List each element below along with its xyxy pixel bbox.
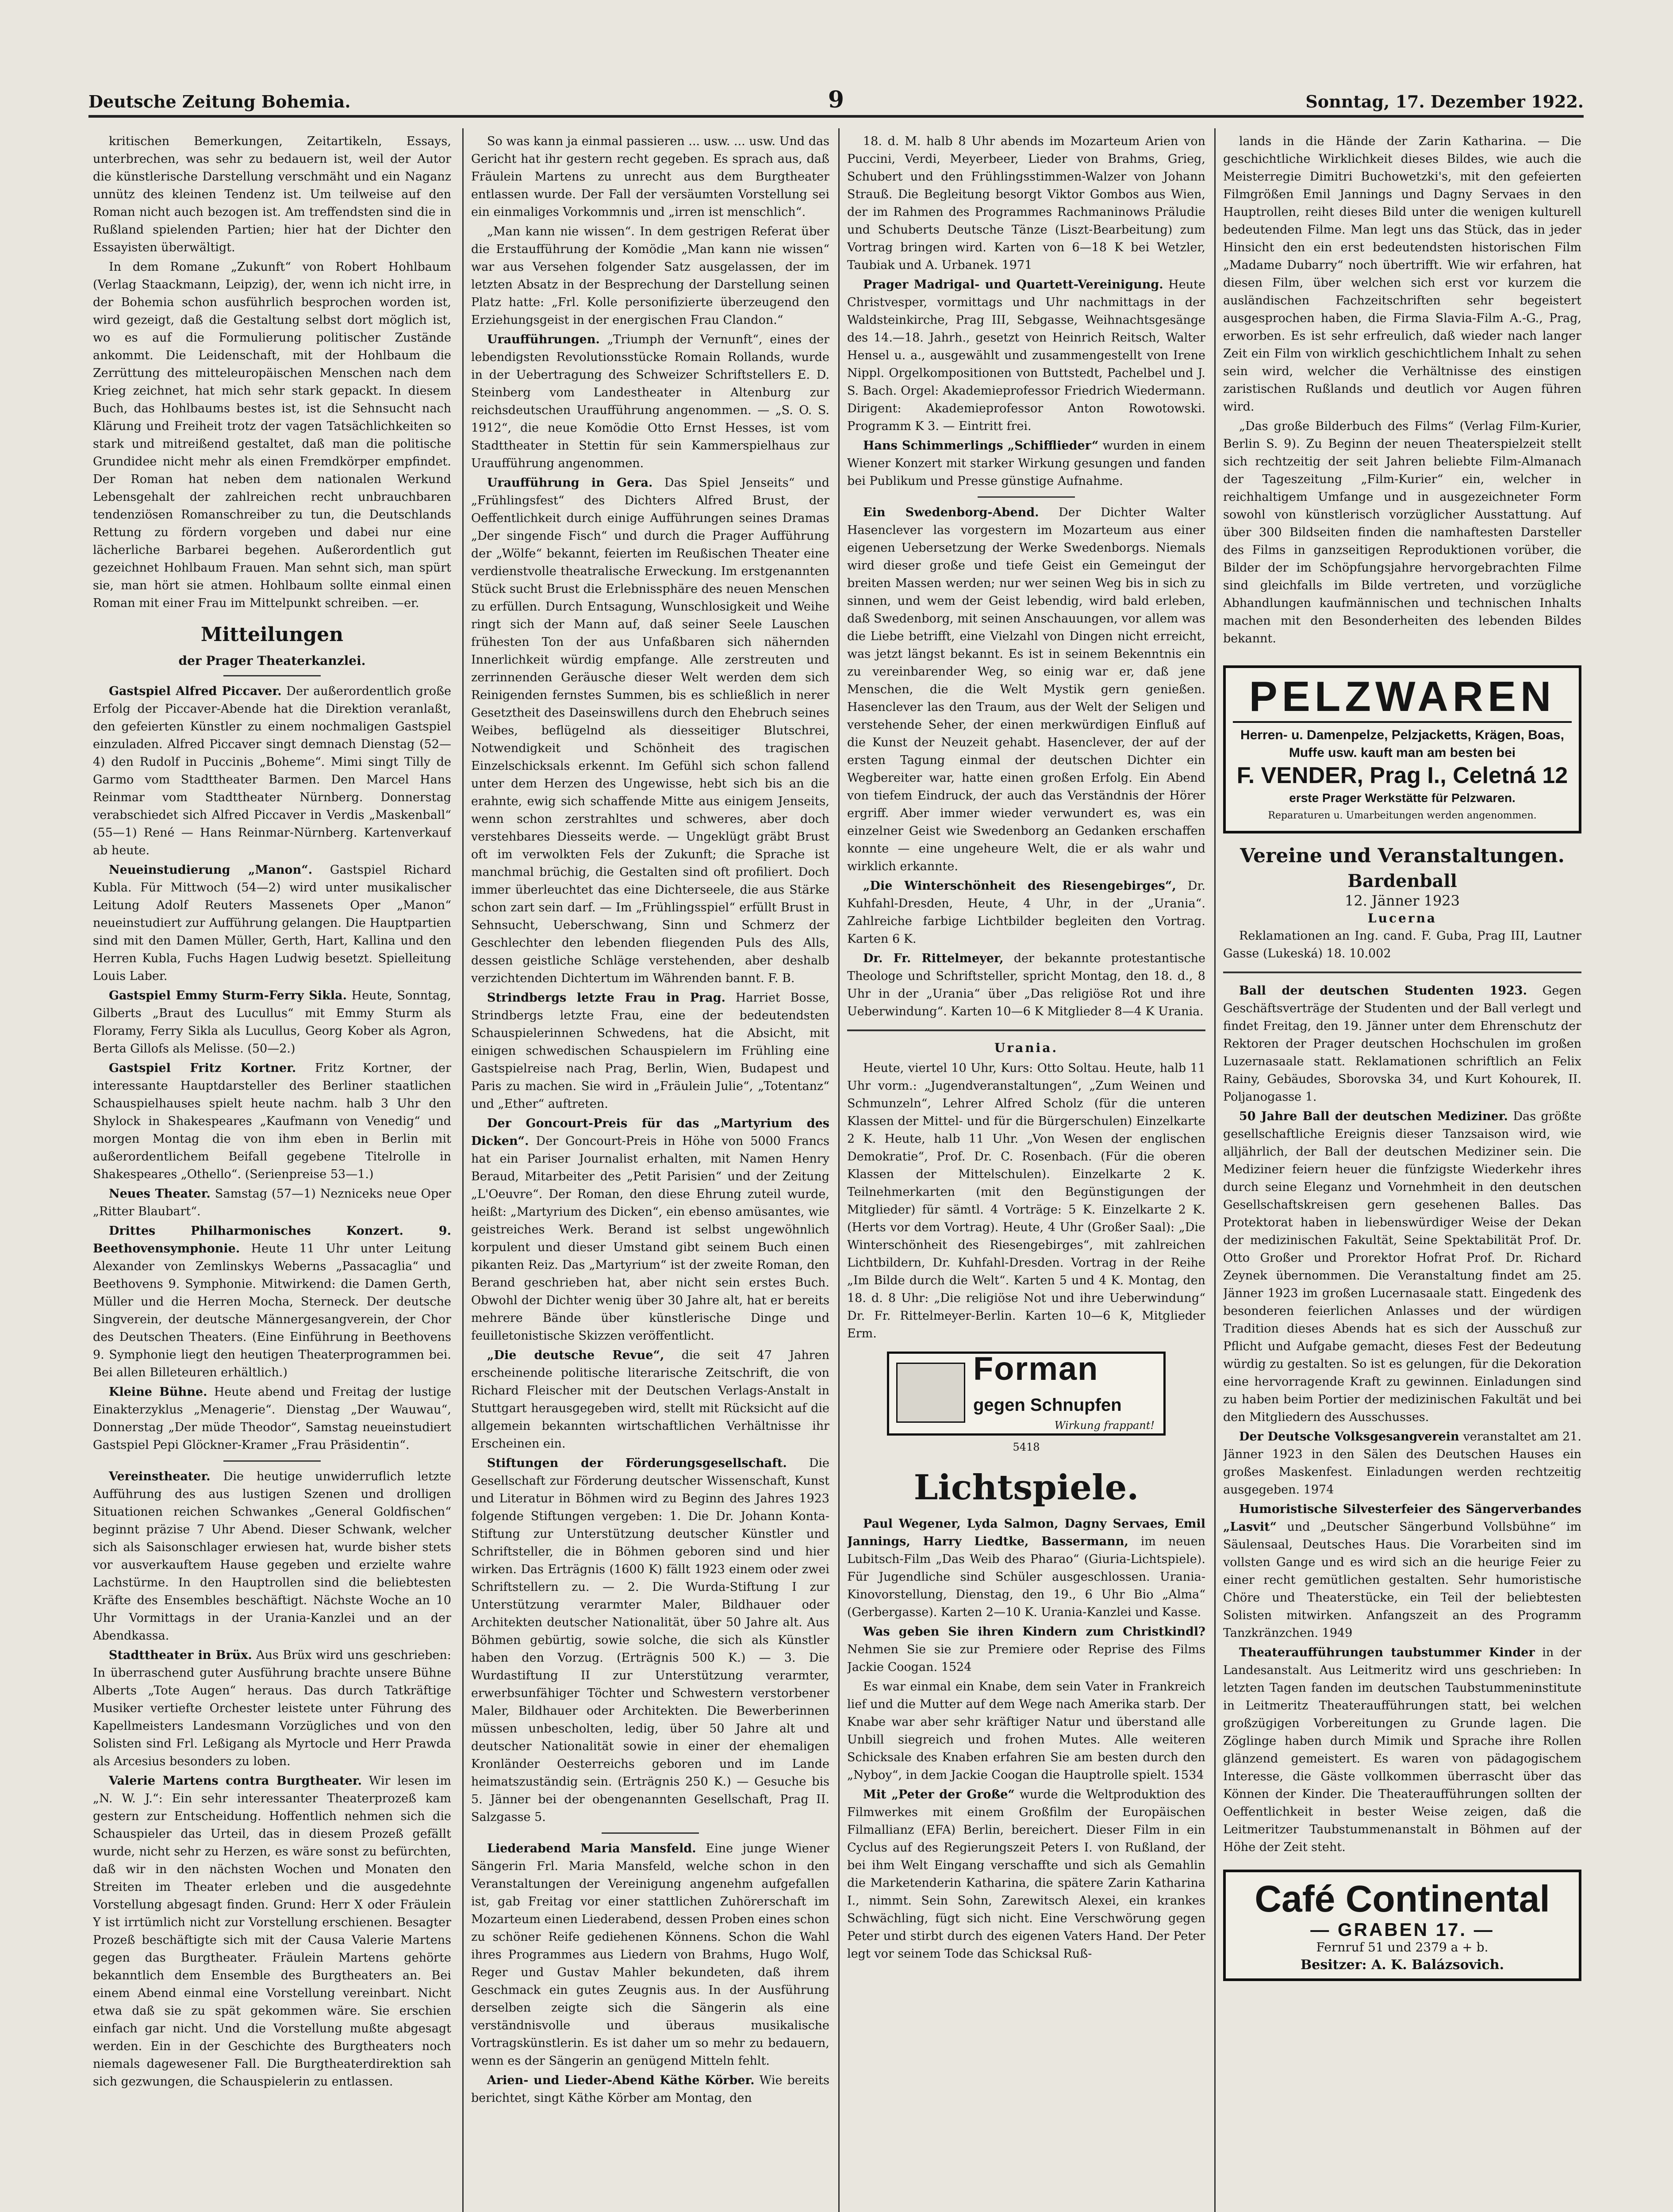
forman-slogan: Wirkung frappant! bbox=[1054, 1419, 1155, 1432]
section-subtitle: der Prager Theaterkanzlei. bbox=[178, 653, 366, 668]
separator-line bbox=[602, 1832, 699, 1834]
news-item-lead: Kleine Bühne. bbox=[109, 1385, 207, 1399]
article-paragraph: Reklamationen an Ing. cand. F. Guba, Prag III, Lautner Gasse (Lukeská) 18. 10.002 bbox=[1223, 929, 1581, 960]
forman-product-box-icon bbox=[896, 1363, 965, 1423]
separator-line bbox=[1223, 972, 1581, 973]
news-item-text: im neuen Lubitsch-Film „Das Weib des Pharao“ (Giuria-Lichtspiele). Für Jugendliche sind Schüler ausgeschlossen. Urania-Kinovorstellung, Dienstag, den 19., 6 Uhr Bio „Alma“ (Gerbergasse). Karten 2—10 K. Urania-Kanzlei und Kasse. bbox=[847, 1535, 1205, 1619]
news-item-lead: Mit „Peter der Große“ bbox=[863, 1788, 1015, 1801]
pelzwaren-advertisement bbox=[1223, 665, 1581, 833]
news-item-lead: Der Deutsche Volksgesangverein bbox=[1239, 1430, 1459, 1444]
column-3 bbox=[847, 133, 1205, 2212]
news-item bbox=[93, 1185, 451, 1221]
news-item-lead: Drittes Philharmonisches Konzert. 9. Beethovensymphonie. bbox=[93, 1224, 451, 1256]
news-item-lead: Strindbergs letzte Frau in Prag. bbox=[487, 991, 726, 1005]
news-item-text: Der Goncourt-Preis in Höhe von 5000 Francs hat ein Pariser Journalist erhalten, mit Namen Henry Beraud, Mitarbeiter des „Petit Parisien“ und der Zeitung „L'Oeuvre“. Der Roman, den diese Ehrung zuteil wurde, heißt: „Martyrium des Dicken“, ein ebenso amüsantes, wie geistreiches Werk. Berand ist selbst ungewöhnlich korpulent und dieser Umstand gibt seinem Buch einen pikanten Reiz. Das „Martyrium“ ist der zweite Roman, den Berand geschrieben hat, aber nicht sein erstes Buch. Obwohl der Dichter wenig über 30 Jahre alt, hat er bereits mehrere Bände über künstlerische Dinge und feuilletonistische Skizzen veröffentlicht. bbox=[471, 1134, 829, 1343]
news-item bbox=[847, 504, 1205, 876]
news-item bbox=[93, 1222, 451, 1382]
pelzwaren-subtitle: erste Prager Werkstätte für Pelzwaren. bbox=[1289, 791, 1516, 805]
urania-title: Urania. bbox=[994, 1041, 1059, 1055]
news-item-lead: Gastspiel Fritz Kortner. bbox=[109, 1061, 296, 1075]
separator-line bbox=[223, 675, 321, 676]
news-item-text: wurde die Weltproduktion des Filmwerkes mit einem Großfilm der Europäischen Filmallianz (EFA) Berlin, bereichert. Dieser Film in ein Cyclus auf des Regierungszeit Peters I. von Rußland, der bei ihm Welt Eingang verschaffte und sich als Gemahlin die Marketenderin Katharina, die spätere Zarin Katharina I., nimmt. Sein Sohn, Zarewitsch Alexei, ein krankes Schwächling, fügt sich nicht. Eine Verschwörung gegen Peter und stirbt durch des eigenen Vaters Hand. Der Peter legt vor seinem Tode das Schicksal Ruß- bbox=[847, 1788, 1205, 1961]
forman-advertisement bbox=[887, 1352, 1166, 1436]
news-item-lead: Arien- und Lieder-Abend Käthe Körber. bbox=[487, 2074, 755, 2087]
cafe-phone: Fernruf 51 und 2379 a + b. bbox=[1316, 1940, 1489, 1955]
news-item-lead: Stadttheater in Brüx. bbox=[109, 1648, 252, 1662]
cafe-owner: Besitzer: A. K. Balázsovich. bbox=[1300, 1957, 1504, 1973]
news-item-lead: Hans Schimmerlings „Schifflieder“ bbox=[863, 439, 1099, 453]
news-item-lead: Uraufführungen. bbox=[487, 333, 600, 346]
news-item bbox=[471, 1115, 829, 1345]
news-item bbox=[847, 1678, 1205, 1784]
column-2 bbox=[471, 133, 829, 2212]
news-item-lead: Uraufführung in Gera. bbox=[487, 476, 653, 490]
masthead-page-number: 9 bbox=[828, 86, 844, 113]
news-item-lead: Theateraufführungen taubstummer Kinder bbox=[1239, 1646, 1535, 1659]
news-item bbox=[471, 331, 829, 472]
pelzwaren-note: Reparaturen u. Umarbeitungen werden angenommen. bbox=[1268, 810, 1537, 821]
ad-number: 5418 bbox=[1013, 1441, 1040, 1453]
news-item-lead: Gastspiel Alfred Piccaver. bbox=[109, 684, 282, 698]
news-item bbox=[847, 950, 1205, 1021]
cafe-continental-advertisement bbox=[1223, 1870, 1581, 1981]
news-item bbox=[1223, 1501, 1581, 1642]
column-rule bbox=[1214, 128, 1216, 2212]
news-item-text: Aus Brüx wird uns geschrieben: In überraschend guter Ausführung brachte unsere Bühne Alberts „Tote Augen“ heraus. Das durch Tatkräftige Musiker vertiefte Orchester leistete unter Führung des Kapellmeisters Landesmann Vorzügliches und von den Solisten sind Frl. Leßigang als Myrtocle und Herr Prawda als Arcesius besonders zu loben. bbox=[93, 1648, 451, 1768]
news-item bbox=[471, 1455, 829, 1826]
forman-brand: Forman bbox=[973, 1350, 1099, 1387]
ball-date: 12. Jänner 1923 bbox=[1344, 892, 1460, 909]
news-item-text: Gastspiel Richard Kubla. Für Mittwoch (54—2) wird unter musikalischer Leitung Adolf Reuters Massenets Oper „Manon“ neueinstudiert zur Aufführung gelangen. Die Hauptpartien sind mit den Damen Müller, Gerth, Hart, Kallina und den Herren Kubla, Fuchs Hagen Ludwig besetzt. Spielleitung Louis Laber. bbox=[93, 863, 451, 983]
news-item-lead: Humoristische Silvesterfeier des Sängerverbandes „Lasvit“ bbox=[1223, 1502, 1581, 1534]
news-item-lead: Valerie Martens contra Burgtheater. bbox=[109, 1774, 362, 1788]
article-paragraph: In dem Romane „Zukunft“ von Robert Hohlbaum (Verlag Staackmann, Leipzig), der, wenn ich nicht irre, in der Bohemia schon ausführlich besprochen worden ist, wird gezeigt, daß die Gestaltung selbst dort möglich ist, wo es auf die Formulierung politischer Zustände ankommt. Die Leidenschaft, mit der Hohlbaum die Zerrüttung des mitteleuropäischen Menschen nach dem Krieg zeichnet, hat mich sehr stark gepackt. In diesem Buch, das Hohlbaums bestes ist, ist die Sehnsucht nach Klärung und Freiheit trotz der vagen Tatsächlichkeiten so stark und mitreißend gestaltet, daß man die politische Grundidee nicht mehr als einen Fremdkörper empfindet. Der Roman hat neben dem nationalen Werkund Lebensgehalt der zahlreichen recht unbrauchbaren tendenziösen Romanschreiber zu tun, die Deutschlands Rettung zu fördern vorgeben und dabei nur eine lächerliche Barbarei begehen. Außerordentlich gut gezeichnet Hohlbaum Frauen. Man sehnt sich, man spürt sie, man hört sie atmen. Hohlbaum sollte einmal einen Roman mit einer Frau im Mittelpunkt schreiben. —er. bbox=[93, 260, 451, 610]
news-item-text: Fritz Kortner, der interessante Hauptdarsteller des Berliner staatlichen Schauspielhauses spielt heute nachm. halb 3 Uhr den Shylock in Shakespeares „Kaufmann von Venedig“ und morgen Montag die von ihm eben in Berlin mit außerordentlichem Beifall gegebene Titelrolle in Shakespeares „Othello“. (Serienpreise 53—1.) bbox=[93, 1061, 451, 1181]
news-item-text: Das größte gesellschaftliche Ereignis dieser Tanzsaison wird, wie alljährlich, der Ball der deutschen Mediziner sein. Die Mediziner feiern heuer die fünfzigste Wiederkehr ihres durch seine Eleganz und Vornehmheit in den deutschen Gesellschaftskreisen gern gesehenen Balles. Das Protektorat haben in liebenswürdiger Weise der Dekan der medizinischen Fakultät, Seine Spektabilität Prof. Dr. Otto Großer und Prorektor Hofrat Prof. Dr. Richard Zeynek übernommen. Die Veranstaltung findet am 25. Jänner 1923 im großen Lucernasaale statt. Eingedenk des besonderen feierlichen Anlasses und der würdigen Tradition dieses Abends hat es sich der Ausschuß zur Pflicht und Aufgabe gemacht, dieses Fest der Bedeutung würdig zu gestalten. So ist es gelungen, für die Dekoration eine hervorragende Kraft zu gewinnen. Einladungen sind zu haben beim Portier der medizinischen Fakultät und bei den Mitgliedern des Ausschusses. bbox=[1223, 1110, 1581, 1424]
news-item-lead: Stiftungen der Förderungsgesellschaft. bbox=[487, 1456, 787, 1470]
news-item-lead: Dr. Fr. Rittelmeyer, bbox=[863, 952, 1004, 965]
news-item-text: veranstaltet am 21. Jänner 1923 in den Sälen des Deutschen Hauses ein großes Maskenfest. Einladungen werden rechtzeitig ausgegeben. 1974 bbox=[1223, 1430, 1581, 1497]
column-4 bbox=[1223, 133, 1581, 2212]
ball-place: Lucerna bbox=[1367, 911, 1437, 926]
news-item-text: der bekannte protestantische Theologe und Schriftsteller, spricht Montag, den 18. d., 8 Uhr in der „Urania“ über „Das religiöse Rot und ihre Ueberwindung“. Karten 10—6 K Mitglieder 8—4 K Urania. bbox=[847, 952, 1205, 1018]
news-item bbox=[847, 1623, 1205, 1676]
forman-tagline: gegen Schnupfen bbox=[973, 1395, 1122, 1415]
news-item bbox=[93, 1060, 451, 1183]
news-item bbox=[471, 1347, 829, 1453]
article-paragraph: Heute, viertel 10 Uhr, Kurs: Otto Soltau. Heute, halb 11 Uhr vorm.: „Jugendveranstaltungen“, „Zum Weinen und Schmunzeln“, Lehrer Alfred Scholz (für die unteren Klassen der Mittel- und für die Bürgerschulen) Einzelkarte 2 K. Heute, halb 11 Uhr. „Von Wesen der englischen Demokratie“, Prof. Dr. C. Rosenbach. (Für die oberen Klassen der Mittelschulen). Einzelkarte 2 K. Teilnehmerkarten (mit den Begünstigungen der Mitglieder) für sämtl. 4 Vorträge: 5 K. Einzelkarte 2 K. (Herts vor dem Vortrag). Heute, 4 Uhr (Großer Saal): „Die Winterschönheit des Riesengebirges“, mit zahlreichen Lichtbildern, Dr. Kuhfahl-Dresden. Vortrag in der Reihe „Im Bilde durch die Welt“. Karten 5 und 4 K. Montag, den 18. d. 8 Uhr: „Die religiöse Not und ihre Ueberwindung“ Dr. Fr. Rittelmeyer-Berlin. Karten 10—6 K, Mitglieder Erm. bbox=[847, 1061, 1205, 1340]
masthead bbox=[88, 88, 1584, 118]
news-item-text: Der Dichter Walter Hasenclever las vorgestern im Mozarteum aus einer eigenen Uebersetzung der Werke Swedenborgs. Niemals wird dieser große und tiefe Geist ein Gemeingut der breiten Massen werden; nur wer seinen Weg bis in sich zu sinnen, und wem der Geist lebendig, wird bald erleben, daß Swedenborg, mit seinen Anschauungen, vor allem was die Liebe betrifft, eine Vielzahl von Dingen nicht erreicht, was jetzt längst bekannt. Es ist in seinem Bekenntnis ein zu vereinbarender Weg, so einig war er, daß jene Menschen, die die Welt Mystik gern genießen. Hasenclever las den Traum, aus der Welt der Seligen und verstehende Seher, der einen merkwürdigen Einfluß auf die Kunst der Neuzeit gehabt. Hasenclever, der auf der ersten Tagung einmal der deutschen Dichter ein Wegbereiter war, hatte einen großen Erfolg. Ein Abend von tiefem Eindruck, der auch das Verständnis der Hörer ergriff. Aber immer wieder verwundert es, was ein einzelner Geist wie Swedenborg an Gedanken erschaffen konnte — eine ungeheure Welt, die er als wahr und wirklich erkannte. bbox=[847, 506, 1205, 873]
news-item-lead: Der Goncourt-Preis für das „Martyrium des Dicken“. bbox=[471, 1117, 829, 1148]
section-title: Mitteilungen bbox=[200, 623, 344, 646]
news-item bbox=[847, 877, 1205, 948]
separator-line bbox=[223, 1460, 321, 1462]
news-item bbox=[93, 1468, 451, 1645]
news-item-lead: Neueinstudierung „Manon“. bbox=[109, 863, 313, 877]
news-item-lead: Ball der deutschen Studenten 1923. bbox=[1239, 984, 1527, 998]
news-item-text: Heute, Sonntag, Gilberts „Braut des Lucullus“ mit Emmy Sturm als Floramy, Ferry Sikla als Lucullus, Georg Kober als Agron, Berta Gillofs als Melisse. (50—2.) bbox=[93, 989, 451, 1056]
news-item-lead: 50 Jahre Ball der deutschen Mediziner. bbox=[1239, 1110, 1508, 1123]
news-item bbox=[93, 683, 451, 860]
news-item-lead: Was geben Sie ihren Kindern zum Christkindl? bbox=[863, 1625, 1205, 1639]
news-item-text: Heute Christvesper, vormittags und Uhr nachmittags in der Waldsteinkirche, Prag III, Sebgasse, Weihnachtsgesänge des 14.—18. Jahrh., gesetzt von Heinrich Reitsch, Walter Hensel u. a., ausgewählt und zusammengestellt von Irene Nippl. Orgelkompositionen von Buttstedt, Pachelbel und J. S. Bach. Orgel: Akademieprofessor Friedrich Wiedermann. Dirigent: Akademieprofessor Anton Rowotowski. Programm K 3. — Eintritt frei. bbox=[847, 278, 1205, 433]
news-item bbox=[93, 1383, 451, 1454]
news-item-text: Harriet Bosse, Strindbergs letzte Frau, eine der bedeutendsten Schauspielerinnen Schwedens, hat die Absicht, mit einigen schwedischen Schauspielern im Frühling eine Gastspielreise nach Prag, Berlin, Wien, Budapest und Paris zu machen. Sie wird in „Fräulein Julie“, „Totentanz“ und „Ether“ auftreten. bbox=[471, 991, 829, 1111]
news-item bbox=[471, 2072, 829, 2107]
news-item bbox=[1223, 982, 1581, 1106]
news-item-text: Es war einmal ein Knabe, dem sein Vater in Frankreich lief und die Mutter auf dem Wege nach Amerika starb. Der Knabe war aber sehr kräftiger Natur und überstand alle Unbill siegreich und frohen Mutes. Alle weiteren Schicksale des Knaben erfahren Sie am besten durch den „Nyboy“, in dem Jackie Coogan die Hauptrolle spielt. 1534 bbox=[847, 1680, 1205, 1782]
news-item-lead: Prager Madrigal- und Quartett-Vereinigung. bbox=[863, 278, 1163, 292]
news-item bbox=[1223, 1644, 1581, 1856]
news-item-text: in der Landesanstalt. Aus Leitmeritz wird uns geschrieben: In letzten Tagen fanden im deutschen Taubstummeninstitute in Leitmeritz Theateraufführungen statt, bei welchen großzügigen Vorbereitungen zu Grunde lagen. Die Zöglinge haben durch Mimik und Sprache ihre Rollen glänzend gemeistert. Es waren von pädagogischem Interesse, die Gäste vollkommen überrascht über das Können der Kinder. Die Theateraufführungen sollten der Oeffentlichkeit in bester Weise zeigen, daß die Leitmeritzer Taubstummenanstalt in Böhmen auf der Höhe der Zeit steht. bbox=[1223, 1646, 1581, 1854]
news-item-text: Der außerordentlich große Erfolg der Piccaver-Abende hat die Direktion veranlaßt, den gefeierten Künstler zu einem nochmaligen Gastspiel einzuladen. Alfred Piccaver singt demnach Dienstag (52—4) den Rudolf in Puccinis „Boheme“. Mimi singt Tilly de Garmo vom Stadttheater Barmen. Den Marcel Hans Reinmar vom Stadttheater Nürnberg. Donnerstag verabschiedet sich Alfred Piccaver in Verdis „Maskenball“ (55—1) René — Hans Reinmar-Nürnberg. Kartenverkauf ab heute. bbox=[93, 684, 451, 857]
cafe-title: Café Continental bbox=[1255, 1878, 1550, 1920]
article-paragraph: „Man kann nie wissen“. In dem gestrigen Referat über die Erstaufführung der Komödie „Man kann nie wissen“ war aus Versehen folgender Satz ausgelassen, der im letzten Absatz in der Besprechung der Darstellung seinen Platz hatte: „Frl. Kolle personifizierte überzeugend den Erziehungsgeist in der energischen Frau Clandon.“ bbox=[471, 225, 829, 327]
news-item-text: Die heutige unwiderruflich letzte Aufführung des aus lustigen Szenen und drolligen Situationen reichen Schwankes „General Goldfischen“ beginnt präzise 7 Uhr Abend. Dieser Schwank, welcher sich als Saisonschlager erwiesen hat, wurde bisher stets vor ausverkauftem Hause gegeben und erzielte wahre Lachstürme. In den Hauptrollen sind die beliebtesten Kräfte des Ensembles beschäftigt. Nächste Woche an 10 Uhr Vormittags in der Urania-Kanzlei und an der Abendkassa. bbox=[93, 1470, 451, 1643]
news-item bbox=[471, 989, 829, 1113]
news-item-text: Das Spiel Jenseits“ und „Frühlingsfest“ des Dichters Alfred Brust, der Oeffentlichkeit durch einige Aufführungen seines Dramas „Der singende Fisch“ und durch die Prager Aufführung der „Wölfe“ bekannt, feierten im Reußischen Theater eine verdienstvolle theatralische Erweckung. Im erstgenannten Stück sucht Brust die Erlebnissphäre des neuen Menschen zu erfüllen. Durch Entsagung, Wunschlosigkeit und Weihe ringt sich der Mann auf, daß seiner Seele Lauschen frühesten Ton der aus Unfaßbaren sich nähernden Innerlichkeit würdig empfange. Alle zerstreuten und zerrinnenden Geräusche dieser Welt werden dem sich Reinigenden fernstes Summen, bis es schließlich in nerer Gesetztheit des Daseinswillens durch den Ehebruch seines Weibes, beflügelnd als diesseitiger Blutschrei, Notwendigkeit und Schönheit des tragischen Einzelschicksals erkennt. Im Gefühl sich schon fallend unter dem Herzen des Ungewisse, hebt sich bis an die erahnte, ewig sich schaffende Mitte aus einigem Jenseits, wenn schon zerstrahltes und schweres, aber doch verstehbares Diesseits werde. — Ungeklügt gräbt Brust oft im verwolkten Fels der Zukunft; die Sprache ist manchmal brüchig, die Gestalten sind oft profiliert. Doch immer überleuchtet das eine Dichterseele, die aus Stärke schon zart sein darf. — Im „Frühlingsspiel“ erfüllt Brust in Sehnsucht, Ueberschwang, Sinn und Schmerz der Geschlechter den lebenden fliegenden Puls des Alls, dessen geistliche Schläge verstehenden, aber deshalb verzichtenden Dichtertum im Währenden bannt. F. B. bbox=[471, 476, 829, 985]
pelzwaren-items: Herren- u. Damenpelze, Pelzjacketts, Krägen, Boas, Muffe usw. kauft man am besten bei bbox=[1240, 728, 1564, 760]
news-item-text: Gegen Geschäftsverträge der Studenten und der Ball verlegt und findet Freitag, den 19. Jänner unter dem Ehrenschutz der Rektoren der Prager deutschen Hochschulen im großen Luzernasaale statt. Reklamationen schriftlich an Felix Rainy, Gebäudes, Sborovska 34, und Kurt Kohourek, II. Poljanogasse 1. bbox=[1223, 984, 1581, 1104]
cafe-address: — GRABEN 17. — bbox=[1310, 1919, 1494, 1940]
article-paragraph: kritischen Bemerkungen, Zeitartikeln, Essays, unterbrechen, was sehr zu bedauern ist, weil der Autor die künstlerische Darstellung verschmäht und ein Naganz unnütz des kleinen Tendenz ist. Um teilweise auf den Roman nicht auch bezogen ist. Am treffendsten sind die in Rußland spielenden Partien; hier hat der Dichter den Essayisten überwältigt. bbox=[93, 134, 451, 254]
pelzwaren-title: PELZWAREN bbox=[1233, 672, 1572, 723]
news-item-text: Wie bereits berichtet, singt Käthe Körber am Montag, den bbox=[471, 2074, 829, 2105]
ball-title: Bardenball bbox=[1347, 871, 1457, 891]
news-item-text: Dr. Kuhfahl-Dresden, Heute, 4 Uhr, in der „Urania“. Zahlreiche farbige Lichtbilder begleiten den Vortrag. Karten 6 K. bbox=[847, 879, 1205, 946]
events-section-title: Vereine und Veranstaltungen. bbox=[1240, 845, 1565, 867]
news-item-text: Eine junge Wiener Sängerin Frl. Maria Mansfeld, welche schon in den Veranstaltungen der Vereinigung angenehm aufgefallen ist, gab Freitag vor einer stattlichen Zuhörerschaft im Mozarteum einen Liederabend, dessen Proben eines schon zu schöner Reife gediehenen Könnens. Schon die Wahl ihres Programmes aus Liedern von Brahms, Hugo Wolf, Reger und Gustav Mahler bekundeten, daß ihrem Geschmack ein gutes Zeugnis aus. In der Ausführung derselben zeigte sich die Sängerin als eine verständnisvolle und überaus musikalische Vortragskünstlerin. Es ist daher um so mehr zu bedauern, wenn es der Sängerin an genügend Mitteln fehlt. bbox=[471, 1842, 829, 2068]
news-item-text: „Triumph der Vernunft“, eines der lebendigsten Revolutionsstücke Romain Rollands, wurde in der Uebertragung des Schweizer Schriftstellers E. D. Steinberg vom Landestheater in Altenburg zur reichsdeutschen Uraufführung angenommen. — „S. O. S. 1912“, die neue Komödie Otto Ernst Hesses, ist vom Stadttheater in Stettin für sein Kammerspielhaus zur Uraufführung angenommen. bbox=[471, 333, 829, 470]
news-item-lead: Ein Swedenborg-Abend. bbox=[863, 506, 1039, 519]
news-item-lead: Gastspiel Emmy Sturm-Ferry Sikla. bbox=[109, 989, 347, 1002]
news-item-lead: Paul Wegener, Lyda Salmon, Dagny Servaes, Emil Jannings, Harry Liedtke, Bassermann, bbox=[847, 1517, 1205, 1548]
news-item-lead: Vereinstheater. bbox=[109, 1470, 211, 1483]
news-item bbox=[93, 861, 451, 985]
news-item-text: Wir lesen im „N. W. J.“: Ein sehr interessanter Theaterprozeß kam gestern zur Entscheidung. Hoffentlich nehmen sich die Schauspieler das Urteil, das in diesem Prozeß gefällt wurde, nicht sehr zu Herzen, es wäre sonst zu befürchten, daß wir in den nächsten Wochen und Monaten den Streiten im Theater erleben und die ausgedehnte Vorstellung abgesagt finden. Grund: Herr X oder Fräulein Y ist irrtümlich nicht zur Vorstellung erschienen. Besagter Prozeß beschäftigte sich mit der Causa Valerie Martens gegen das Burgtheater. Fräulein Martens gehörte bekanntlich dem Ensemble des Burgtheaters an. Bei einem Abend einmal eine Vorstellung vereinbart. Nicht etwa daß sie zu spät gekommen wäre. Sie erschien einfach gar nicht. Und die Vorstellung mußte abgesagt werden. Ein in der Geschichte des Burgtheaters noch niemals dagewesener Fall. Die Burgtheaterdirektion sah sich gezwungen, die Schauspielerin zu entlassen. bbox=[93, 1774, 451, 2089]
separator-line bbox=[978, 496, 1075, 498]
news-item bbox=[471, 1840, 829, 2070]
news-item-text: Die Gesellschaft zur Förderung deutscher Wissenschaft, Kunst und Literatur in Böhmen wird zu Beginn des Jahres 1923 folgende Stiftungen vergeben: 1. Die Dr. Johann Konta-Stiftung zur Unterstützung deutscher Künstler und Schriftsteller, die in Böhmen geboren sind und hier wirken. Das Erträgnis (1600 K) fällt 1923 einem oder zwei Schriftstellern zu. — 2. Die Wurda-Stiftung I zur Unterstützung verarmter Maler, Bildhauer oder Architekten deutscher Nationalität, über 50 Jahre alt. Aus Böhmen gebürtig, sowie solche, die sich als Künstler haben den Vorzug. (Erträgnis 500 K.) — 3. Die Wurdastiftung II zur Unterstützung verarmter, erwerbsunfähiger Töchter und Schwestern verstorbener Maler, Bildhauer oder Architekten. Die Bewerberinnen müssen unbescholten, ledig, über 50 Jahre alt und deutscher Nationalität sowie in einer der ehemaligen Kronländer Oesterreichs geboren und im Lande heimatszuständig sein. (Erträgnis 250 K.) — Gesuche bis 5. Jänner bei der obengenannten Gesellschaft, Prag II. Salzgasse 5. bbox=[471, 1456, 829, 1824]
article-paragraph: 18. d. M. halb 8 Uhr abends im Mozarteum Arien von Puccini, Verdi, Meyerbeer, Lieder von Brahms, Grieg, Schubert und den Frühlingsstimmen-Walzer von Johann Strauß. Die Begleitung besorgt Viktor Gombos aus Wien, der im Rahmen des Programmes Rachmaninows Präludie und Schuberts Deutsche Tänze (Liszt-Bearbeitung) zum Vortrag bringen wird. Karten von 6—18 K bei Wetzler, Taubiak und A. Urbanek. 1971 bbox=[847, 134, 1205, 272]
news-item-text: Samstag (57—1) Nezniceks neue Oper „Ritter Blaubart“. bbox=[93, 1187, 451, 1218]
news-item-text: die seit 47 Jahren erscheinende politische literarische Zeitschrift, die von Richard Fleischer mit der Deutschen Verlags-Anstalt in Stuttgart herausgegeben wird, stellt mit Rücksicht auf die allgemein bekannten wirtschaftlichen Verhältnisse ihr Erscheinen ein. bbox=[471, 1348, 829, 1451]
cinema-section-title: Lichtspiele. bbox=[913, 1467, 1139, 1508]
news-item bbox=[1223, 1108, 1581, 1426]
news-item-lead: „Die deutsche Revue“, bbox=[487, 1348, 664, 1362]
news-item bbox=[847, 276, 1205, 435]
news-item bbox=[847, 1786, 1205, 1963]
news-item-text: Heute 11 Uhr unter Leitung Alexander von Zemlinskys Weberns „Passacaglia“ und Beethovens 9. Symphonie. Mitwirkend: die Damen Gerth, Müller und die Herren Mocha, Sterneck. Der deutsche Singverein, der deutsche Männergesangverein, der Chor des Deutschen Theaters. (Eine Einführung in Beethovens 9. Symphonie liegt den heutigen Theaterprogrammen bei. Bei allen Billeteuren erhältlich.) bbox=[93, 1242, 451, 1379]
article-paragraph: lands in die Hände der Zarin Katharina. — Die geschichtliche Wirklichkeit dieses Bildes, wie auch die Meisterregie Dimitri Buchowetzki's, mit den gefeierten Filmgrößen Emil Jannings und Dagny Servaes in den Hauptrollen, reiht dieses Bild unter die wenigen kulturell bedeutenden Filme. Man legt uns das Stück, das in jeder Hinsicht den ein erst bedeutendsten historischen Film „Madame Dubarry“ noch übertrifft. Wie wir erfahren, hat diesen Film, über welchen sich erst vor kurzem die ausländischen Fachzeitschriften sehr begeistert ausgesprochen haben, die Firma Slavia-Film A.-G., Prag, erworben. Es ist sehr erfreulich, daß wieder nach langer Zeit ein Film von wirklich geschichtlichem Inhalt zu sehen sein wird, welcher die Verhältnisse des einstigen zaristischen Rußlands und deutlich vor Augen führen wird. bbox=[1223, 134, 1581, 414]
article-paragraph: „Das große Bilderbuch des Films“ (Verlag Film-Kurier, Berlin S. 9). Zu Beginn der neuen Theaterspielzeit stellt sich rechtzeitig der seit Jahren beliebte Film-Almanach der Tageszeitung „Film-Kurier“ ein, welcher in reichhaltigem Umfange und in ausgezeichneter Form sowohl von künstlerisch vorzüglicher Ausstattung. Auf über 300 Bildseiten finden die namhaftesten Darsteller des Films in ganzseitigen Reproduktionen vorüber, die Bilder der im Schöpfungsjahre hervorgebrachten Filme sind gleichfalls im Bilde vertreten, und vorzügliche Abhandlungen kaufmännischen und technischen Inhalts machen mit den Besonderheiten des lebenden Bildes bekannt. bbox=[1223, 419, 1581, 645]
news-item bbox=[847, 437, 1205, 490]
news-item bbox=[1223, 1428, 1581, 1499]
news-item-text: wurden in einem Wiener Konzert mit starker Wirkung gesungen und fanden bei Publikum und Presse günstige Aufnahme. bbox=[847, 439, 1205, 488]
news-item-text: und „Deutscher Sängerbund Vollsbühne“ im Säulensaal, Deutsches Haus. Die Vorarbeiten sind im vollsten Gange und es wird sich an die heurige Feier zu einer recht gemütlichen gestalten. Sehr humoristische Chöre und Theaterstücke, ein Teil der beliebtesten Solisten mitwirken. Anfangszeit an des Programm Tanzkränzchen. 1949 bbox=[1223, 1520, 1581, 1640]
pelzwaren-shop-name: F. VENDER, Prag I., Celetná 12 bbox=[1236, 763, 1568, 788]
separator-line bbox=[847, 1029, 1205, 1031]
column-rule bbox=[838, 128, 840, 2212]
news-item bbox=[93, 1772, 451, 2091]
news-item bbox=[93, 987, 451, 1058]
masthead-paper-name: Deutsche Zeitung Bohemia. bbox=[88, 92, 351, 111]
masthead-date: Sonntag, 17. Dezember 1922. bbox=[1305, 92, 1584, 111]
column-1 bbox=[93, 133, 451, 2212]
news-item bbox=[471, 474, 829, 987]
news-item-text: Heute abend und Freitag der lustige Einakterzyklus „Menagerie“. Dienstag „Der Wauwau“, Donnerstag „Der müde Theodor“, Samstag neueinstudiert Gastspiel Pepi Glöckner-Kramer „Frau Präsidentin“. bbox=[93, 1385, 451, 1452]
column-rule bbox=[462, 128, 464, 2212]
news-item-lead: Liederabend Maria Mansfeld. bbox=[487, 1842, 696, 1855]
news-item-lead: Neues Theater. bbox=[109, 1187, 211, 1201]
news-item-lead: „Die Winterschönheit des Riesengebirges“, bbox=[863, 879, 1176, 893]
article-paragraph: So was kann ja einmal passieren ... usw. ... usw. Und das Gericht hat ihr gestern recht gegeben. Es sprach aus, daß Fräulein Martens zu unrecht aus dem Burgtheater entlassen wurde. Der Fall der versäumten Vorstellung sei ein einmaliges Vorkommnis und „irren ist menschlich“. bbox=[471, 134, 829, 219]
news-item bbox=[93, 1647, 451, 1770]
news-item-text: Nehmen Sie sie zur Premiere oder Reprise des Films Jackie Coogan. 1524 bbox=[847, 1643, 1205, 1674]
news-item bbox=[847, 1515, 1205, 1621]
